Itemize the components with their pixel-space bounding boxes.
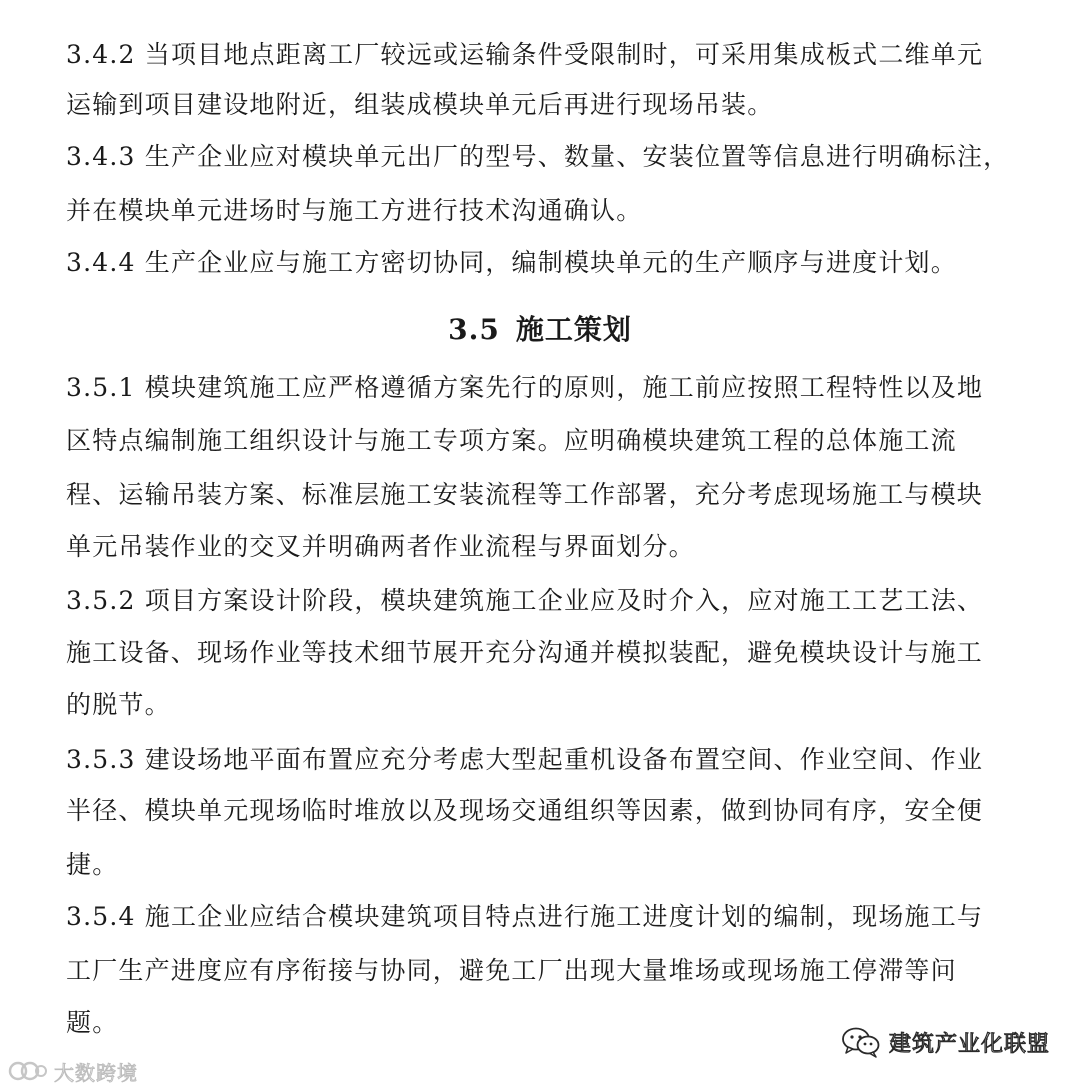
paragraph-3-4-4-line-1: 3.4.4 生产企业应与施工方密切协同，编制模块单元的生产顺序与进度计划。 bbox=[66, 248, 957, 277]
paragraph-3-4-3-line-2: 并在模块单元进场时与施工方进行技术沟通确认。 bbox=[66, 196, 643, 225]
paragraph-3-5-4-line-2: 工厂生产进度应有序衔接与协同，避免工厂出现大量堆场或现场施工停滞等问 bbox=[66, 956, 957, 985]
paragraph-3-5-4-line-3: 题。 bbox=[66, 1008, 119, 1037]
paragraph-3-5-2-line-1: 3.5.2 项目方案设计阶段，模块建筑施工企业应及时介入，应对施工工艺工法、 bbox=[66, 586, 984, 615]
section-heading bbox=[0, 313, 1080, 347]
watermark-right-text: 建筑产业化联盟 bbox=[888, 1031, 1050, 1057]
paragraph-3-4-2-line-2: 运输到项目建设地附近，组装成模块单元后再进行现场吊装。 bbox=[66, 90, 774, 119]
paragraph-3-5-1-line-2: 区特点编制施工组织设计与施工专项方案。应明确模块建筑工程的总体施工流 bbox=[66, 426, 957, 455]
paragraph-3-4-2-line-1: 3.4.2 当项目地点距离工厂较远或运输条件受限制时，可采用集成板式二维单元 bbox=[66, 40, 984, 69]
paragraph-3-5-3-line-3: 捷。 bbox=[66, 850, 119, 879]
chain-link-icon bbox=[6, 1058, 48, 1084]
watermark-right bbox=[841, 1024, 1050, 1060]
paragraph-3-5-1-line-1: 3.5.1 模块建筑施工应严格遵循方案先行的原则，施工前应按照工程特性以及地 bbox=[66, 373, 984, 402]
watermark-left-text: 大数跨境 bbox=[54, 1060, 138, 1085]
paragraph-3-5-1-line-4: 单元吊装作业的交叉并明确两者作业流程与界面划分。 bbox=[66, 532, 695, 561]
section-title: 施工策划 bbox=[515, 313, 632, 346]
paragraph-3-5-3-line-2: 半径、模块单元现场临时堆放以及现场交通组织等因素，做到协同有序，安全便 bbox=[66, 796, 984, 825]
paragraph-3-5-4-line-1: 3.5.4 施工企业应结合模块建筑项目特点进行施工进度计划的编制，现场施工与 bbox=[66, 902, 984, 931]
paragraph-3-5-2-line-2: 施工设备、现场作业等技术细节展开充分沟通并模拟装配，避免模块设计与施工 bbox=[66, 638, 984, 667]
wechat-icon bbox=[841, 1026, 881, 1058]
section-number: 3.5 bbox=[448, 313, 500, 346]
paragraph-3-5-3-line-1: 3.5.3 建设场地平面布置应充分考虑大型起重机设备布置空间、作业空间、作业 bbox=[66, 745, 984, 774]
paragraph-3-5-1-line-3: 程、运输吊装方案、标准层施工安装流程等工作部署，充分考虑现场施工与模块 bbox=[66, 480, 984, 509]
watermark-left bbox=[6, 1057, 138, 1085]
paragraph-3-5-2-line-3: 的脱节。 bbox=[66, 690, 171, 719]
paragraph-3-4-3-line-1: 3.4.3 生产企业应对模块单元出厂的型号、数量、安装位置等信息进行明确标注， bbox=[66, 142, 1010, 171]
